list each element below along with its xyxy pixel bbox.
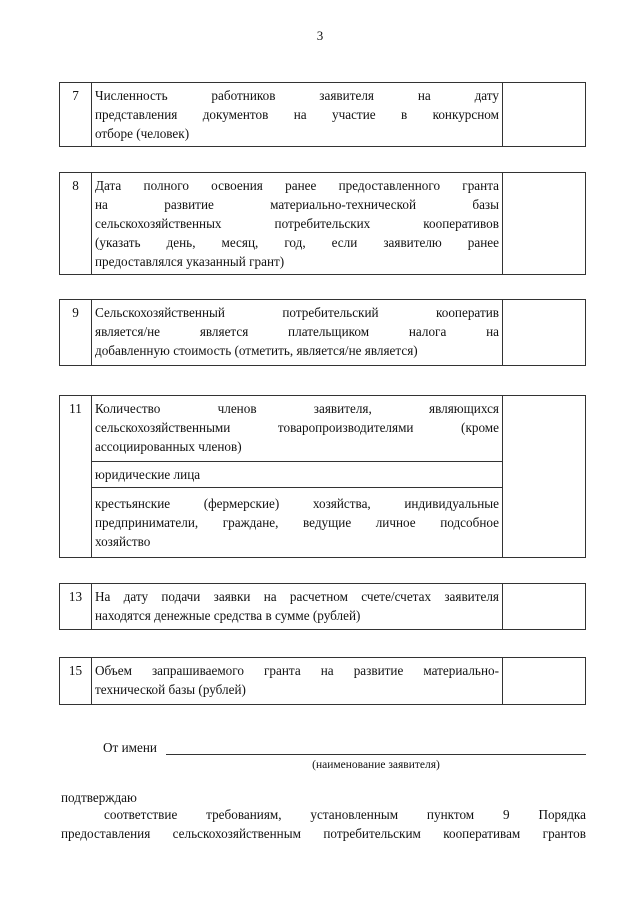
text-line: предприниматели, граждане, ведущие личное подсобное: [95, 515, 499, 530]
text-line: представления документов на участие в конкурсном: [95, 107, 499, 122]
value-cell[interactable]: [503, 83, 586, 147]
text-line: хозяйство: [95, 534, 151, 549]
text-line: отборе (человек): [95, 126, 190, 141]
text-line: на развитие материально-технической базы: [95, 197, 499, 212]
text-line: юридические лица: [95, 467, 201, 482]
row-description: [92, 300, 503, 366]
text-line: ассоциированных членов): [95, 439, 242, 454]
confirm-word: подтверждаю: [61, 790, 137, 805]
signature-caption: (наименование заявителя): [312, 759, 440, 771]
row-description: [92, 83, 503, 147]
text-line: Сельскохозяйственный потребительский кооператив: [95, 305, 499, 320]
text-line: Объем запрашиваемого гранта на развитие материально-: [95, 663, 499, 678]
text-line: находятся денежные средства в сумме (рублей): [95, 608, 361, 623]
table-row-9: [59, 299, 586, 366]
text-line: крестьянские (фермерские) хозяйства, индивидуальные: [95, 496, 499, 511]
value-cell[interactable]: [503, 396, 586, 558]
row-description: [92, 584, 503, 630]
text-line: предоставлялся указанный грант): [95, 254, 285, 269]
signature-label: От имени: [103, 740, 157, 755]
row-description: [92, 396, 503, 558]
row-number: 11: [60, 396, 92, 558]
applicant-name-field[interactable]: [166, 754, 586, 755]
text-line: (указать день, месяц, год, если заявителю ранее: [95, 235, 499, 250]
value-cell[interactable]: [503, 584, 586, 630]
value-cell[interactable]: [503, 173, 586, 275]
text-line: технической базы (рублей): [95, 682, 246, 697]
row-number: 8: [60, 173, 92, 275]
sub-item-farms: [92, 487, 502, 554]
text-line: Дата полного освоения ранее предоставленного гранта: [95, 178, 499, 193]
row-number: 13: [60, 584, 92, 630]
text-line: сельскохозяйственными товаропроизводителями (кроме: [95, 420, 499, 435]
text-line: На дату подачи заявки на расчетном счете/счетах заявителя: [95, 589, 499, 604]
table-row-8: [59, 172, 586, 275]
sub-item-legal-entities: [92, 461, 502, 487]
row-number: 15: [60, 658, 92, 705]
table-row-13: [59, 583, 586, 630]
text-line: добавленную стоимость (отметить, является/не является): [95, 343, 418, 358]
text-line: сельскохозяйственных потребительских кооперативов: [95, 216, 499, 231]
table-row-7: [59, 82, 586, 147]
text-line: является/не является плательщиком налога на: [95, 324, 499, 339]
text-line: предоставления сельскохозяйственным потребительским кооперативам грантов: [61, 826, 586, 841]
row-description: [92, 658, 503, 705]
value-cell[interactable]: [503, 658, 586, 705]
confirmation-paragraph: [61, 805, 586, 843]
table-row-15: [59, 657, 586, 705]
value-cell[interactable]: [503, 300, 586, 366]
row-number: 9: [60, 300, 92, 366]
table-row-11: [59, 395, 586, 558]
page-number: 3: [316, 28, 324, 43]
text-line: Количество членов заявителя, являющихся: [95, 401, 499, 416]
row-number: 7: [60, 83, 92, 147]
text-line: Численность работников заявителя на дату: [95, 88, 499, 103]
row-description: [92, 173, 503, 275]
text-line: соответствие требованиям, установленным пунктом 9 Порядка: [104, 807, 586, 822]
